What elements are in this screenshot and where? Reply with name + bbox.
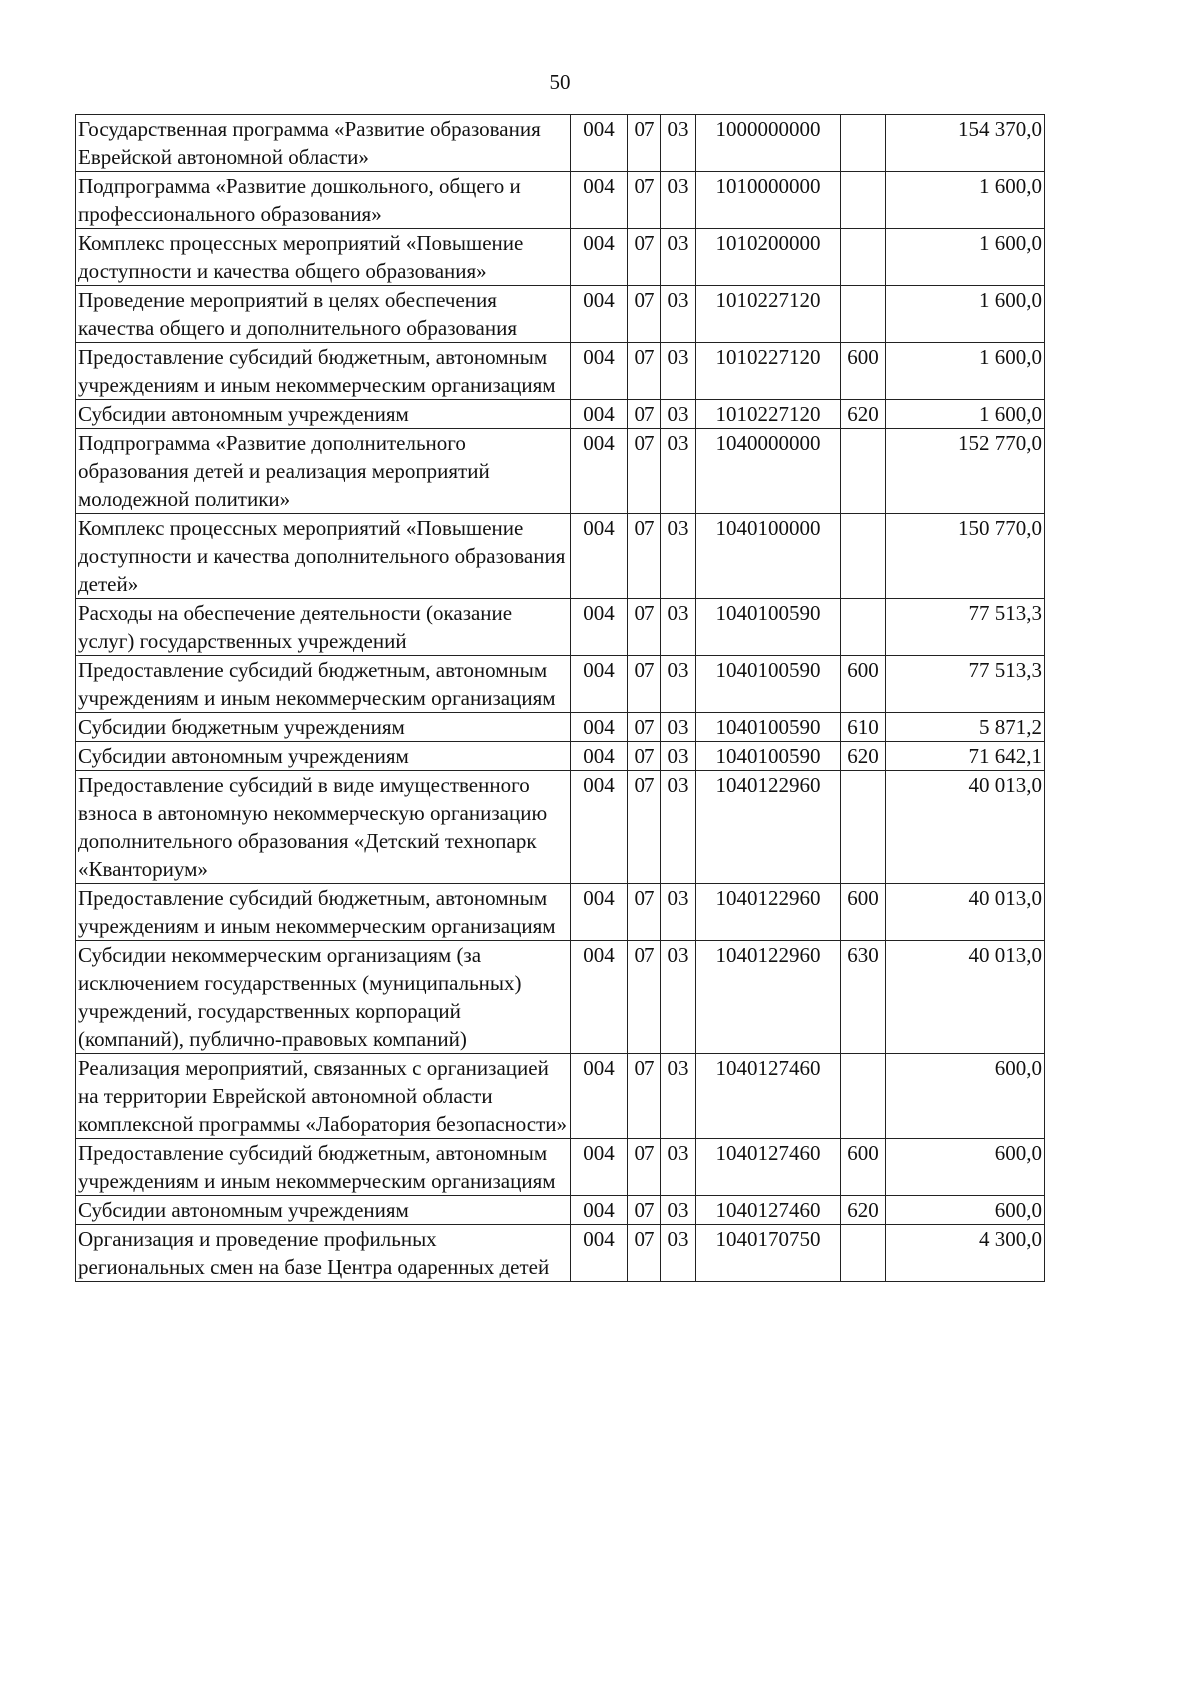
row-subsection-code: 03: [661, 172, 696, 229]
row-section-code: 07: [628, 656, 661, 713]
row-section-code: 07: [628, 742, 661, 771]
row-target-article-code: 1010227120: [696, 286, 841, 343]
table-row: [76, 742, 1045, 771]
row-target-article-code: 1040100590: [696, 656, 841, 713]
row-expense-type-code: 620: [841, 1196, 886, 1225]
row-section-code: 07: [628, 429, 661, 514]
row-expense-type-code: [841, 172, 886, 229]
row-ministry-code: 004: [571, 229, 628, 286]
row-expense-type-code: [841, 115, 886, 172]
row-target-article-code: 1040127460: [696, 1139, 841, 1196]
row-ministry-code: 004: [571, 941, 628, 1054]
table-row: [76, 1139, 1045, 1196]
row-section-code: 07: [628, 1139, 661, 1196]
row-ministry-code: 004: [571, 286, 628, 343]
row-amount: 1 600,0: [886, 400, 1045, 429]
row-section-code: 07: [628, 343, 661, 400]
row-amount: 40 013,0: [886, 941, 1045, 1054]
row-name: Подпрограмма «Развитие дополнительного образования детей и реализация мероприятий молодежной политики»: [76, 429, 571, 514]
row-section-code: 07: [628, 1054, 661, 1139]
row-name: Подпрограмма «Развитие дошкольного, общего и профессионального образования»: [76, 172, 571, 229]
row-target-article-code: 1040100590: [696, 599, 841, 656]
row-ministry-code: 004: [571, 656, 628, 713]
row-subsection-code: 03: [661, 884, 696, 941]
table-row: [76, 884, 1045, 941]
row-amount: 40 013,0: [886, 884, 1045, 941]
row-target-article-code: 1040122960: [696, 771, 841, 884]
row-ministry-code: 004: [571, 172, 628, 229]
row-amount: 154 370,0: [886, 115, 1045, 172]
row-expense-type-code: [841, 286, 886, 343]
table-row: [76, 172, 1045, 229]
row-subsection-code: 03: [661, 514, 696, 599]
row-amount: 5 871,2: [886, 713, 1045, 742]
row-expense-type-code: [841, 514, 886, 599]
row-section-code: 07: [628, 599, 661, 656]
table-row: [76, 1225, 1045, 1282]
row-target-article-code: 1040127460: [696, 1196, 841, 1225]
row-expense-type-code: [841, 1225, 886, 1282]
row-amount: 1 600,0: [886, 343, 1045, 400]
row-subsection-code: 03: [661, 941, 696, 1054]
row-target-article-code: 1010200000: [696, 229, 841, 286]
row-amount: 40 013,0: [886, 771, 1045, 884]
row-name: Предоставление субсидий в виде имущественного взноса в автономную некоммерческую организацию дополнительного образования «Детский технопарк «Кванториум»: [76, 771, 571, 884]
row-subsection-code: 03: [661, 1196, 696, 1225]
row-subsection-code: 03: [661, 1225, 696, 1282]
table-row: [76, 115, 1045, 172]
table-row: [76, 229, 1045, 286]
row-ministry-code: 004: [571, 884, 628, 941]
row-ministry-code: 004: [571, 343, 628, 400]
row-amount: 77 513,3: [886, 656, 1045, 713]
row-amount: 600,0: [886, 1139, 1045, 1196]
table-row: [76, 599, 1045, 656]
row-subsection-code: 03: [661, 742, 696, 771]
row-target-article-code: 1040100000: [696, 514, 841, 599]
row-ministry-code: 004: [571, 1196, 628, 1225]
row-section-code: 07: [628, 286, 661, 343]
row-amount: 4 300,0: [886, 1225, 1045, 1282]
budget-table-body: [76, 115, 1045, 1282]
row-amount: 71 642,1: [886, 742, 1045, 771]
row-target-article-code: 1040122960: [696, 884, 841, 941]
row-section-code: 07: [628, 884, 661, 941]
row-section-code: 07: [628, 172, 661, 229]
row-amount: 1 600,0: [886, 172, 1045, 229]
row-target-article-code: 1040127460: [696, 1054, 841, 1139]
row-name: Расходы на обеспечение деятельности (оказание услуг) государственных учреждений: [76, 599, 571, 656]
row-name: Предоставление субсидий бюджетным, автономным учреждениям и иным некоммерческим организациям: [76, 656, 571, 713]
row-expense-type-code: 600: [841, 656, 886, 713]
row-subsection-code: 03: [661, 713, 696, 742]
row-expense-type-code: 630: [841, 941, 886, 1054]
row-section-code: 07: [628, 400, 661, 429]
row-target-article-code: 1040170750: [696, 1225, 841, 1282]
row-expense-type-code: [841, 429, 886, 514]
row-expense-type-code: 600: [841, 343, 886, 400]
row-expense-type-code: 620: [841, 400, 886, 429]
row-subsection-code: 03: [661, 771, 696, 884]
row-subsection-code: 03: [661, 229, 696, 286]
table-row: [76, 286, 1045, 343]
row-amount: 150 770,0: [886, 514, 1045, 599]
row-section-code: 07: [628, 1225, 661, 1282]
table-row: [76, 429, 1045, 514]
table-row: [76, 1196, 1045, 1225]
table-row: [76, 400, 1045, 429]
table-row: [76, 713, 1045, 742]
table-row: [76, 771, 1045, 884]
row-amount: 1 600,0: [886, 229, 1045, 286]
row-subsection-code: 03: [661, 429, 696, 514]
row-ministry-code: 004: [571, 115, 628, 172]
row-section-code: 07: [628, 941, 661, 1054]
row-section-code: 07: [628, 115, 661, 172]
row-expense-type-code: [841, 1054, 886, 1139]
row-name: Проведение мероприятий в целях обеспечения качества общего и дополнительного образования: [76, 286, 571, 343]
table-row: [76, 514, 1045, 599]
row-target-article-code: 1040100590: [696, 713, 841, 742]
row-expense-type-code: 600: [841, 884, 886, 941]
row-expense-type-code: [841, 771, 886, 884]
row-target-article-code: 1040100590: [696, 742, 841, 771]
row-name: Предоставление субсидий бюджетным, автономным учреждениям и иным некоммерческим организациям: [76, 1139, 571, 1196]
row-section-code: 07: [628, 514, 661, 599]
row-amount: 152 770,0: [886, 429, 1045, 514]
row-subsection-code: 03: [661, 286, 696, 343]
row-expense-type-code: 620: [841, 742, 886, 771]
row-target-article-code: 1040000000: [696, 429, 841, 514]
row-target-article-code: 1010000000: [696, 172, 841, 229]
row-subsection-code: 03: [661, 400, 696, 429]
row-expense-type-code: 600: [841, 1139, 886, 1196]
row-name: Реализация мероприятий, связанных с организацией на территории Еврейской автономной области комплексной программы «Лаборатория безопасности»: [76, 1054, 571, 1139]
row-section-code: 07: [628, 229, 661, 286]
row-section-code: 07: [628, 713, 661, 742]
row-subsection-code: 03: [661, 1139, 696, 1196]
row-subsection-code: 03: [661, 343, 696, 400]
row-ministry-code: 004: [571, 1225, 628, 1282]
row-ministry-code: 004: [571, 514, 628, 599]
row-subsection-code: 03: [661, 599, 696, 656]
row-section-code: 07: [628, 1196, 661, 1225]
row-name: Субсидии некоммерческим организациям (за исключением государственных (муниципальных) учреждений, государственных корпораций (компаний), публично-правовых компаний): [76, 941, 571, 1054]
row-target-article-code: 1010227120: [696, 400, 841, 429]
row-name: Субсидии автономным учреждениям: [76, 400, 571, 429]
row-name: Предоставление субсидий бюджетным, автономным учреждениям и иным некоммерческим организациям: [76, 343, 571, 400]
row-expense-type-code: [841, 599, 886, 656]
row-ministry-code: 004: [571, 713, 628, 742]
row-ministry-code: 004: [571, 599, 628, 656]
row-name: Комплекс процессных мероприятий «Повышение доступности и качества общего образования»: [76, 229, 571, 286]
row-subsection-code: 03: [661, 1054, 696, 1139]
row-name: Государственная программа «Развитие образования Еврейской автономной области»: [76, 115, 571, 172]
page-number: 50: [549, 70, 571, 94]
row-ministry-code: 004: [571, 429, 628, 514]
row-amount: 77 513,3: [886, 599, 1045, 656]
row-ministry-code: 004: [571, 771, 628, 884]
row-target-article-code: 1000000000: [696, 115, 841, 172]
table-row: [76, 941, 1045, 1054]
row-name: Организация и проведение профильных региональных смен на базе Центра одаренных детей: [76, 1225, 571, 1282]
table-row: [76, 343, 1045, 400]
row-subsection-code: 03: [661, 656, 696, 713]
row-ministry-code: 004: [571, 742, 628, 771]
row-name: Комплекс процессных мероприятий «Повышение доступности и качества дополнительного образования детей»: [76, 514, 571, 599]
row-amount: 600,0: [886, 1196, 1045, 1225]
row-amount: 1 600,0: [886, 286, 1045, 343]
row-target-article-code: 1040122960: [696, 941, 841, 1054]
row-ministry-code: 004: [571, 400, 628, 429]
row-name: Субсидии бюджетным учреждениям: [76, 713, 571, 742]
row-amount: 600,0: [886, 1054, 1045, 1139]
row-expense-type-code: 610: [841, 713, 886, 742]
row-name: Предоставление субсидий бюджетным, автономным учреждениям и иным некоммерческим организациям: [76, 884, 571, 941]
row-ministry-code: 004: [571, 1054, 628, 1139]
row-subsection-code: 03: [661, 115, 696, 172]
row-target-article-code: 1010227120: [696, 343, 841, 400]
row-ministry-code: 004: [571, 1139, 628, 1196]
table-row: [76, 656, 1045, 713]
budget-table: [75, 114, 1045, 1282]
table-row: [76, 1054, 1045, 1139]
row-name: Субсидии автономным учреждениям: [76, 742, 571, 771]
row-section-code: 07: [628, 771, 661, 884]
row-name: Субсидии автономным учреждениям: [76, 1196, 571, 1225]
row-expense-type-code: [841, 229, 886, 286]
